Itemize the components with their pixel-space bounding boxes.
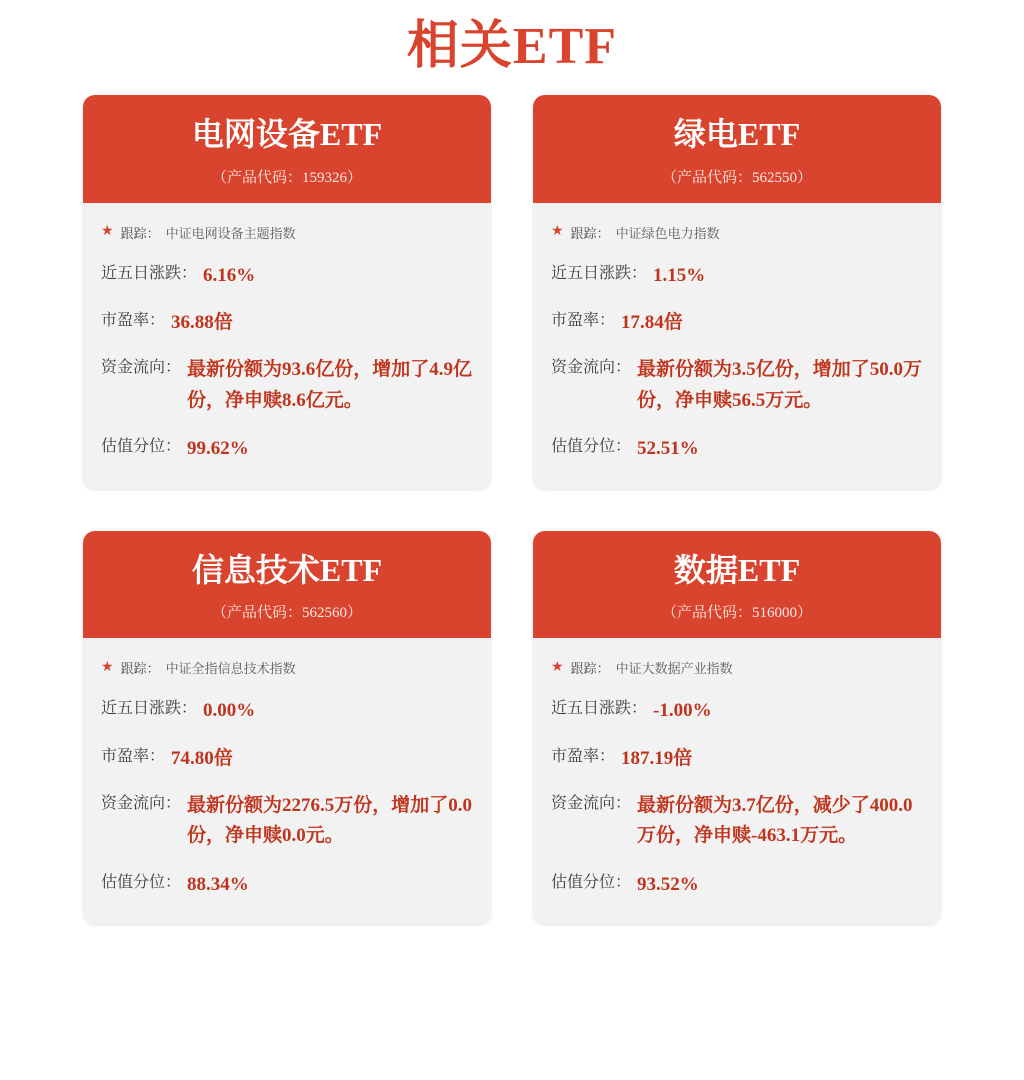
page-title: 相关ETF xyxy=(406,18,618,75)
track-row xyxy=(551,217,923,252)
valuation-row xyxy=(551,861,923,908)
etf-code: （产品代码：562550） xyxy=(661,169,812,186)
track-value: 中证全指信息技术指数 xyxy=(165,661,296,677)
star-icon: ★ xyxy=(101,659,114,675)
change5d-label: 近五日涨跌： xyxy=(101,700,198,718)
pe-row xyxy=(551,735,923,782)
pe-row xyxy=(101,735,473,782)
valuation-label: 估值分位： xyxy=(551,873,632,891)
pe-value: 187.19倍 xyxy=(621,747,693,769)
star-icon: ★ xyxy=(551,659,564,675)
card-body xyxy=(533,638,941,924)
flow-label: 资金流向： xyxy=(101,359,182,377)
valuation-row xyxy=(101,861,473,908)
change5d-row xyxy=(101,252,473,299)
change5d-row xyxy=(101,687,473,734)
change5d-value: 6.16% xyxy=(203,264,256,286)
flow-row xyxy=(101,782,473,861)
pe-value: 74.80倍 xyxy=(171,747,233,769)
etf-code: （产品代码：159326） xyxy=(211,169,362,186)
valuation-row xyxy=(551,425,923,472)
etf-card[interactable] xyxy=(83,531,491,924)
card-body xyxy=(83,638,491,924)
star-icon: ★ xyxy=(101,224,114,240)
flow-value: 最新份额为3.7亿份，减少了400.0万份，净申赎-463.1万元。 xyxy=(637,794,913,847)
track-label: 跟踪： xyxy=(120,661,160,677)
card-header xyxy=(533,531,941,638)
etf-name: 电网设备ETF xyxy=(191,116,383,153)
track-row xyxy=(551,652,923,687)
etf-card-grid xyxy=(0,81,1024,924)
change5d-row xyxy=(551,687,923,734)
valuation-value: 99.62% xyxy=(187,438,249,460)
change5d-label: 近五日涨跌： xyxy=(101,264,198,282)
card-body xyxy=(83,203,491,489)
etf-card[interactable] xyxy=(83,95,491,488)
flow-label: 资金流向： xyxy=(101,794,182,812)
etf-name: 绿电ETF xyxy=(673,116,801,153)
pe-value: 17.84倍 xyxy=(621,312,683,334)
card-header xyxy=(83,531,491,638)
track-value: 中证绿色电力指数 xyxy=(615,225,720,241)
star-icon: ★ xyxy=(551,224,564,240)
change5d-row xyxy=(551,252,923,299)
track-value: 中证电网设备主题指数 xyxy=(165,225,296,241)
track-value: 中证大数据产业指数 xyxy=(615,661,733,677)
etf-card[interactable] xyxy=(533,531,941,924)
etf-code: （产品代码：516000） xyxy=(661,605,812,622)
valuation-row xyxy=(101,425,473,472)
flow-label: 资金流向： xyxy=(551,794,632,812)
track-label: 跟踪： xyxy=(570,225,610,241)
pe-label: 市盈率： xyxy=(551,747,616,765)
pe-label: 市盈率： xyxy=(551,312,616,330)
pe-label: 市盈率： xyxy=(101,312,166,330)
pe-row xyxy=(551,299,923,346)
etf-code: （产品代码：562560） xyxy=(211,605,362,622)
change5d-label: 近五日涨跌： xyxy=(551,700,648,718)
track-row xyxy=(101,652,473,687)
valuation-value: 52.51% xyxy=(637,438,699,460)
track-row xyxy=(101,217,473,252)
flow-row xyxy=(551,782,923,861)
flow-label: 资金流向： xyxy=(551,359,632,377)
track-label: 跟踪： xyxy=(120,225,160,241)
change5d-label: 近五日涨跌： xyxy=(551,264,648,282)
valuation-value: 93.52% xyxy=(637,873,699,895)
valuation-value: 88.34% xyxy=(187,873,249,895)
valuation-label: 估值分位： xyxy=(551,438,632,456)
flow-row xyxy=(101,346,473,425)
etf-name: 信息技术ETF xyxy=(191,551,383,588)
valuation-label: 估值分位： xyxy=(101,873,182,891)
pe-label: 市盈率： xyxy=(101,747,166,765)
card-header xyxy=(83,95,491,202)
change5d-value: -1.00% xyxy=(653,700,712,722)
track-label: 跟踪： xyxy=(570,661,610,677)
etf-name: 数据ETF xyxy=(673,551,801,588)
change5d-value: 1.15% xyxy=(653,264,706,286)
card-body xyxy=(533,203,941,489)
flow-value: 最新份额为3.5亿份，增加了50.0万份，净申赎56.5万元。 xyxy=(637,359,923,411)
flow-value: 最新份额为2276.5万份，增加了0.0份，净申赎0.0元。 xyxy=(187,794,473,847)
valuation-label: 估值分位： xyxy=(101,438,182,456)
flow-value: 最新份额为93.6亿份，增加了4.9亿份，净申赎8.6亿元。 xyxy=(187,359,473,411)
flow-row xyxy=(551,346,923,425)
etf-card[interactable] xyxy=(533,95,941,488)
pe-value: 36.88倍 xyxy=(171,312,233,334)
card-header xyxy=(533,95,941,202)
change5d-value: 0.00% xyxy=(203,700,256,722)
pe-row xyxy=(101,299,473,346)
